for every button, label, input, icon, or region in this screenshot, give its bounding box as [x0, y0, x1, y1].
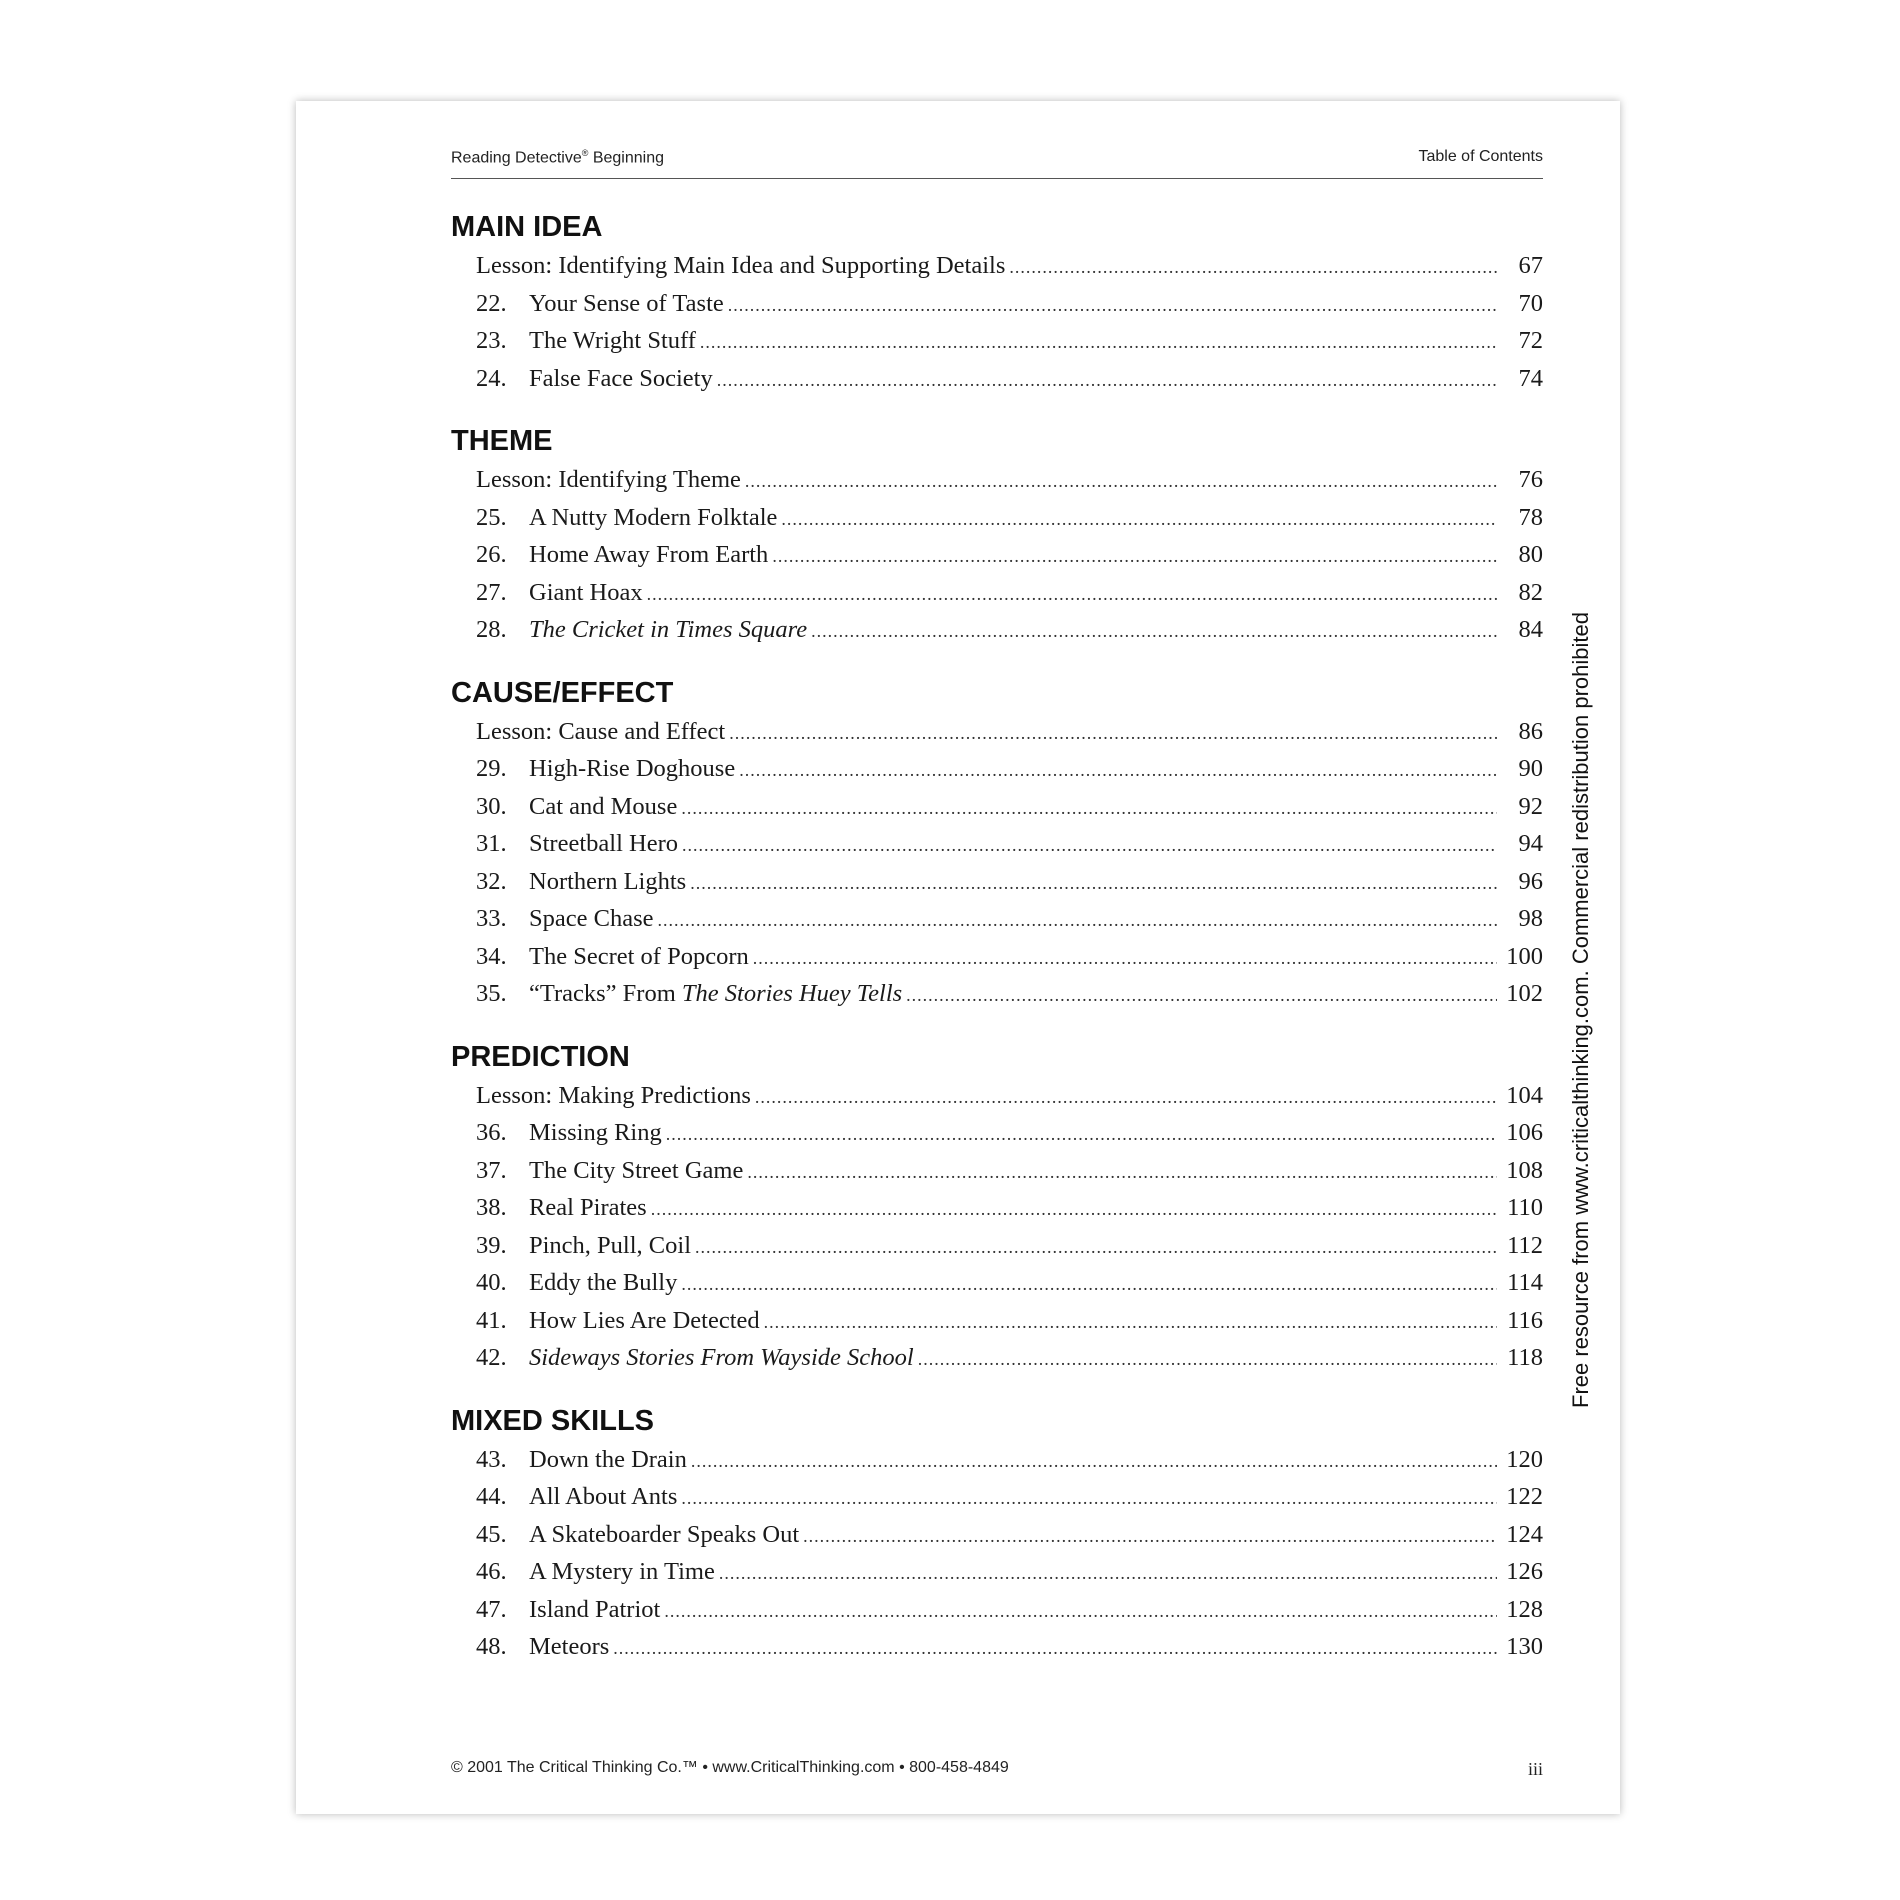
entry-title — [529, 1516, 799, 1554]
entry-title-text: Lesson: Identifying Theme — [476, 466, 741, 493]
entry-title-text: Missing Ring — [529, 1119, 662, 1146]
entry-number: 46. — [476, 1558, 507, 1585]
entry-number: 34. — [476, 942, 507, 970]
page-header — [451, 148, 1543, 179]
entry-page-number: 70 — [1518, 289, 1543, 317]
dot-leader — [690, 865, 1497, 903]
entry-title-text: Pinch, Pull, Coil — [529, 1231, 692, 1259]
entry-page-number: 122 — [1506, 1483, 1543, 1510]
entry-title — [529, 1264, 677, 1302]
entry-title — [529, 750, 735, 788]
entry-page-number: 80 — [1518, 541, 1543, 568]
entry-title-text: All About Ants — [529, 1483, 678, 1510]
entry-page-number: 108 — [1506, 1156, 1543, 1184]
entry-page-number: 116 — [1507, 1306, 1543, 1334]
dot-leader — [755, 1079, 1497, 1117]
entry-number: 41. — [476, 1306, 507, 1334]
entry-title — [529, 1591, 660, 1629]
dot-leader — [772, 538, 1497, 576]
entry-number: 39. — [476, 1231, 507, 1259]
dot-leader — [717, 362, 1497, 400]
toc-entry[interactable] — [451, 1077, 1543, 1115]
entry-title-text: Cat and Mouse — [529, 792, 678, 820]
entry-page-number: 84 — [1518, 616, 1543, 643]
dot-leader — [906, 977, 1497, 1015]
entry-page-number: 98 — [1518, 905, 1543, 932]
entry-number: 44. — [476, 1483, 507, 1510]
entry-page-number: 82 — [1518, 578, 1543, 606]
entry-title — [529, 788, 677, 826]
toc-section — [451, 1037, 1543, 1377]
toc-entry[interactable] — [451, 1302, 1543, 1340]
entry-title — [529, 536, 768, 574]
entry-page-number: 104 — [1506, 1081, 1543, 1109]
toc-entry[interactable] — [451, 1553, 1543, 1591]
toc-entry[interactable] — [451, 1114, 1543, 1152]
entry-page-number: 124 — [1506, 1520, 1543, 1548]
entry-title-text: “Tracks” From — [529, 980, 682, 1007]
entry-title-text: Giant Hoax — [529, 578, 643, 606]
entry-page-number: 78 — [1518, 503, 1543, 531]
toc-entry[interactable] — [451, 863, 1543, 901]
toc-section — [451, 1401, 1543, 1666]
dot-leader — [681, 1480, 1497, 1518]
toc-entry[interactable] — [451, 788, 1543, 826]
dot-leader — [811, 613, 1497, 651]
toc-entry[interactable] — [451, 1339, 1543, 1377]
document-page — [296, 101, 1620, 1814]
entry-number: 48. — [476, 1633, 507, 1660]
entry-page-number: 90 — [1518, 755, 1543, 782]
toc-entry[interactable] — [451, 750, 1543, 788]
entry-number: 28. — [476, 616, 507, 643]
entry-number: 37. — [476, 1156, 507, 1184]
entry-title-text: Down the Drain — [529, 1445, 687, 1473]
entry-page-number: 96 — [1518, 867, 1543, 895]
entry-title — [529, 825, 678, 863]
entry-title — [529, 938, 749, 976]
entry-title-text: Northern Lights — [529, 867, 687, 895]
entry-title — [529, 1478, 677, 1516]
entry-title-text: A Skateboarder Speaks Out — [529, 1520, 800, 1548]
entry-title-text: The Secret of Popcorn — [529, 942, 749, 970]
dot-leader — [664, 1593, 1497, 1631]
entry-page-number: 106 — [1506, 1119, 1543, 1146]
toc-entry[interactable] — [451, 360, 1543, 398]
entry-number: 26. — [476, 541, 507, 568]
entry-title — [529, 1189, 647, 1227]
entry-number: 38. — [476, 1194, 507, 1221]
entry-title — [529, 574, 643, 612]
entry-title-text: Lesson: Making Predictions — [476, 1081, 751, 1109]
entry-title-text: Real Pirates — [529, 1194, 647, 1221]
section-heading: MAIN IDEA — [451, 211, 603, 243]
entry-title-text: Your Sense of Taste — [529, 289, 724, 317]
toc-section — [451, 421, 1543, 649]
entry-page-number: 100 — [1506, 942, 1543, 970]
dot-leader — [747, 1154, 1497, 1192]
toc-entry[interactable] — [451, 975, 1543, 1013]
dot-leader — [728, 287, 1497, 325]
dot-leader — [719, 1555, 1497, 1593]
dot-leader — [613, 1630, 1497, 1668]
entry-number: 31. — [476, 830, 507, 857]
dot-leader — [700, 324, 1497, 362]
entry-number: 43. — [476, 1445, 507, 1473]
entry-page-number: 86 — [1518, 717, 1543, 745]
entry-title-italic: The Stories Huey Tells — [681, 980, 903, 1007]
dot-leader — [647, 576, 1497, 614]
entry-title — [476, 713, 725, 751]
entry-number: 47. — [476, 1595, 507, 1623]
entry-number: 35. — [476, 980, 507, 1007]
entry-page-number: 92 — [1518, 792, 1543, 820]
dot-leader — [695, 1229, 1497, 1267]
entry-page-number: 102 — [1506, 980, 1543, 1007]
dot-leader — [918, 1341, 1497, 1379]
toc-entry[interactable] — [451, 713, 1543, 751]
dot-leader — [739, 752, 1497, 790]
dot-leader — [682, 827, 1497, 865]
entry-title — [529, 1628, 609, 1666]
entry-page-number: 110 — [1507, 1194, 1543, 1221]
entry-number: 40. — [476, 1269, 507, 1296]
dot-leader — [666, 1116, 1497, 1154]
dot-leader — [781, 501, 1497, 539]
entry-number: 36. — [476, 1119, 507, 1146]
entry-title-text: Sideways Stories From Wayside School — [529, 1344, 914, 1371]
toc-entry[interactable] — [451, 574, 1543, 612]
entry-title-text: Island Patriot — [529, 1595, 661, 1623]
entry-title — [529, 1553, 715, 1591]
dot-leader — [729, 715, 1497, 753]
toc-section — [451, 673, 1543, 1013]
toc-entry[interactable] — [451, 611, 1543, 649]
dot-leader — [658, 902, 1498, 940]
entry-title — [529, 900, 654, 938]
entry-title-text: The Cricket in Times Square — [529, 616, 808, 643]
entry-number: 30. — [476, 792, 507, 820]
section-heading: MIXED SKILLS — [451, 1404, 655, 1437]
toc-section — [451, 207, 1543, 397]
entry-page-number: 120 — [1506, 1445, 1543, 1473]
toc-entry[interactable] — [451, 1516, 1543, 1554]
entry-title — [529, 1302, 760, 1340]
entry-title-text: The City Street Game — [529, 1156, 744, 1184]
entry-page-number: 72 — [1518, 327, 1543, 354]
toc-entry[interactable] — [451, 1264, 1543, 1302]
entry-title-text: The Wright Stuff — [529, 327, 696, 354]
toc-entry[interactable] — [451, 825, 1543, 863]
entry-page-number: 76 — [1518, 466, 1543, 493]
entry-title — [529, 1227, 691, 1265]
dot-leader — [753, 940, 1497, 978]
entry-title-text: Eddy the Bully — [529, 1269, 678, 1296]
toc-entry[interactable] — [451, 536, 1543, 574]
entry-title — [529, 1441, 687, 1479]
dot-leader — [745, 463, 1497, 501]
redistribution-notice: Free resource from www.criticalthinking.com. Commercial redistribution prohibited — [1568, 612, 1593, 1408]
entry-title — [476, 1077, 751, 1115]
page-footer — [451, 1759, 1543, 1777]
entry-title-text: False Face Society — [529, 364, 713, 392]
dot-leader — [681, 1266, 1497, 1304]
toc-entry[interactable] — [451, 247, 1543, 285]
book-title: Reading Detective® Beginning — [451, 148, 665, 167]
dot-leader — [681, 790, 1497, 828]
toc-entry[interactable] — [451, 499, 1543, 537]
entry-page-number: 94 — [1518, 830, 1543, 857]
toc-entry[interactable] — [451, 1152, 1543, 1190]
dot-leader — [803, 1518, 1497, 1556]
toc-entry[interactable] — [451, 1628, 1543, 1666]
entry-number: 27. — [476, 578, 507, 606]
section-heading: PREDICTION — [451, 1040, 630, 1073]
entry-title — [529, 322, 696, 360]
entry-title — [529, 1114, 662, 1152]
entry-number: 42. — [476, 1344, 507, 1371]
entry-title-text: A Nutty Modern Folktale — [529, 503, 778, 531]
toc-entry[interactable] — [451, 1441, 1543, 1479]
entry-page-number: 114 — [1507, 1269, 1543, 1296]
toc-entry[interactable] — [451, 900, 1543, 938]
entry-number: 23. — [476, 327, 507, 354]
table-of-contents — [451, 207, 1543, 1690]
entry-title-text: How Lies Are Detected — [529, 1306, 760, 1334]
section-heading: CAUSE/EFFECT — [451, 676, 674, 709]
dot-leader — [691, 1443, 1497, 1481]
toc-entry[interactable] — [451, 1227, 1543, 1265]
dot-leader — [651, 1191, 1497, 1229]
toc-entry[interactable] — [451, 461, 1543, 499]
entry-title-text: Home Away From Earth — [529, 541, 769, 568]
entry-title-text: Streetball Hero — [529, 830, 678, 857]
entry-page-number: 67 — [1518, 252, 1543, 279]
entry-title-text: High-Rise Doghouse — [529, 755, 736, 782]
toc-entry[interactable] — [451, 938, 1543, 976]
section-heading: THEME — [451, 425, 553, 457]
entry-number: 22. — [476, 289, 507, 317]
toc-entry[interactable] — [451, 1478, 1543, 1516]
entry-number: 25. — [476, 503, 507, 531]
entry-title — [529, 611, 807, 649]
entry-page-number: 130 — [1506, 1633, 1543, 1660]
entry-page-number: 128 — [1506, 1595, 1543, 1623]
entry-title — [529, 863, 686, 901]
entry-number: 32. — [476, 867, 507, 895]
entry-number: 45. — [476, 1520, 507, 1548]
entry-number: 33. — [476, 905, 507, 932]
header-section-label: Table of Contents — [1418, 148, 1543, 165]
dot-leader — [1009, 249, 1497, 287]
entry-title — [529, 499, 777, 537]
entry-title — [529, 1339, 914, 1377]
entry-title — [476, 247, 1005, 285]
entry-page-number: 112 — [1507, 1231, 1543, 1259]
entry-page-number: 74 — [1518, 364, 1543, 392]
entry-number: 29. — [476, 755, 507, 782]
entry-title — [529, 360, 713, 398]
copyright-text: © 2001 The Critical Thinking Co.™ • www.CriticalThinking.com • 800-458-4849 — [451, 1759, 1009, 1776]
entry-title-text: Lesson: Identifying Main Idea and Supporting Details — [476, 252, 1006, 279]
entry-title-text: Meteors — [529, 1633, 610, 1660]
entry-title — [529, 1152, 743, 1190]
entry-title-text: Space Chase — [529, 905, 654, 932]
entry-number: 24. — [476, 364, 507, 392]
toc-entry[interactable] — [451, 322, 1543, 360]
toc-entry[interactable] — [451, 285, 1543, 323]
entry-page-number: 126 — [1506, 1558, 1543, 1585]
entry-page-number: 118 — [1507, 1344, 1543, 1371]
entry-title — [529, 975, 902, 1013]
toc-entry[interactable] — [451, 1189, 1543, 1227]
toc-entry[interactable] — [451, 1591, 1543, 1629]
page-number: iii — [1527, 1759, 1543, 1779]
entry-title — [476, 461, 741, 499]
entry-title-text: A Mystery in Time — [529, 1558, 715, 1585]
dot-leader — [764, 1304, 1497, 1342]
entry-title — [529, 285, 724, 323]
entry-title-text: Lesson: Cause and Effect — [476, 717, 726, 745]
